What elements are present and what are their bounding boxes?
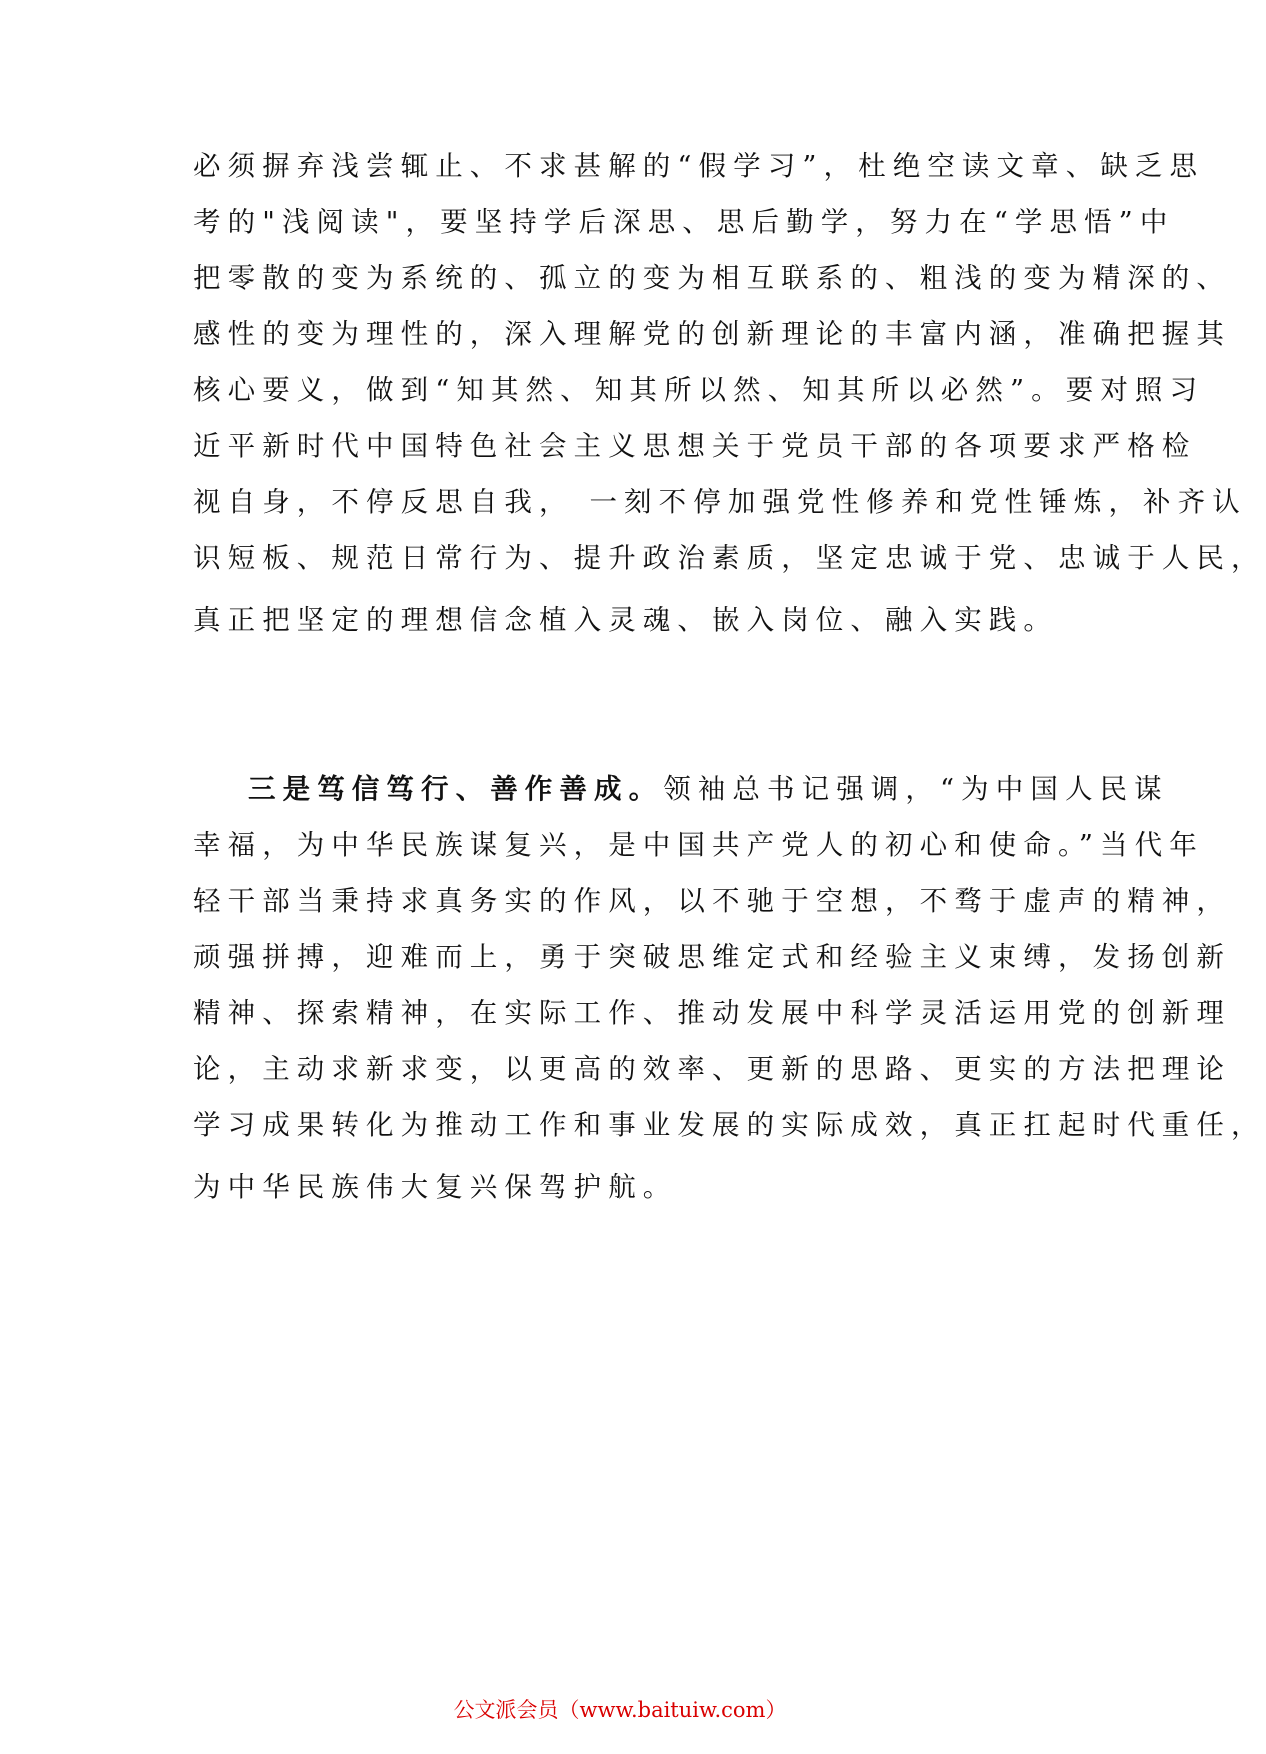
paragraph-1-line-6: 近平新时代中国特色社会主义思想关于党员干部的各项要求严格检 (193, 430, 1197, 462)
paragraph-2-line-6: 论，主动求新求变，以更高的效率、更新的思路、更实的方法把理论 (193, 1053, 1231, 1085)
paragraph-1-line-7: 视自身，不停反思自我， 一刻不停加强党性修养和党性锤炼，补齐认 (193, 486, 1247, 518)
paragraph-1-line-3: 把零散的变为系统的、孤立的变为相互联系的、粗浅的变为精深的、 (193, 262, 1231, 294)
paragraph-2-line-4: 顽强拼搏，迎难而上，勇于突破思维定式和经验主义束缚，发扬创新 (193, 941, 1231, 973)
paragraph-2-line-7: 学习成果转化为推动工作和事业发展的实际成效，真正扛起时代重任， (193, 1109, 1266, 1141)
paragraph-1-line-1: 必须摒弃浅尝辄止、不求甚解的“假学习”，杜绝空读文章、缺乏思 (193, 150, 1205, 182)
paragraph-1-line-2: 考的"浅阅读"，要坚持学后深思、思后勤学，努力在“学思悟”中 (193, 206, 1175, 238)
paragraph-1-line-8: 识短板、规范日常行为、提升政治素质，坚定忠诚于党、忠诚于人民， (193, 542, 1266, 574)
paragraph-1-line-4: 感性的变为理性的，深入理解党的创新理论的丰富内涵，准确把握其 (193, 318, 1231, 350)
paragraph-2-line-2: 幸福，为中华民族谋复兴，是中国共产党人的初心和使命。”当代年 (193, 829, 1204, 861)
paragraph-2-line-1 (248, 767, 1169, 811)
paragraph-2-line-8: 为中华民族伟大复兴保驾护航。 (193, 1171, 678, 1203)
paragraph-1-line-9: 真正把坚定的理想信念植入灵魂、嵌入岗位、融入实践。 (193, 604, 1058, 636)
footer-watermark: 公文派会员（www.baituiw.com） (453, 1698, 787, 1722)
paragraph-2-heading: 三是笃信笃行、善作善成。 (248, 773, 664, 805)
paragraph-2-line-3: 轻干部当秉持求真务实的作风，以不驰于空想，不骛于虚声的精神， (193, 885, 1231, 917)
paragraph-2-line-5: 精神、探索精神，在实际工作、推动发展中科学灵活运用党的创新理 (193, 997, 1231, 1029)
paragraph-2-first-line-rest: 领袖总书记强调，“为中国人民谋 (663, 773, 1169, 805)
paragraph-1-line-5: 核心要义，做到“知其然、知其所以然、知其所以必然”。要对照习 (193, 374, 1205, 406)
